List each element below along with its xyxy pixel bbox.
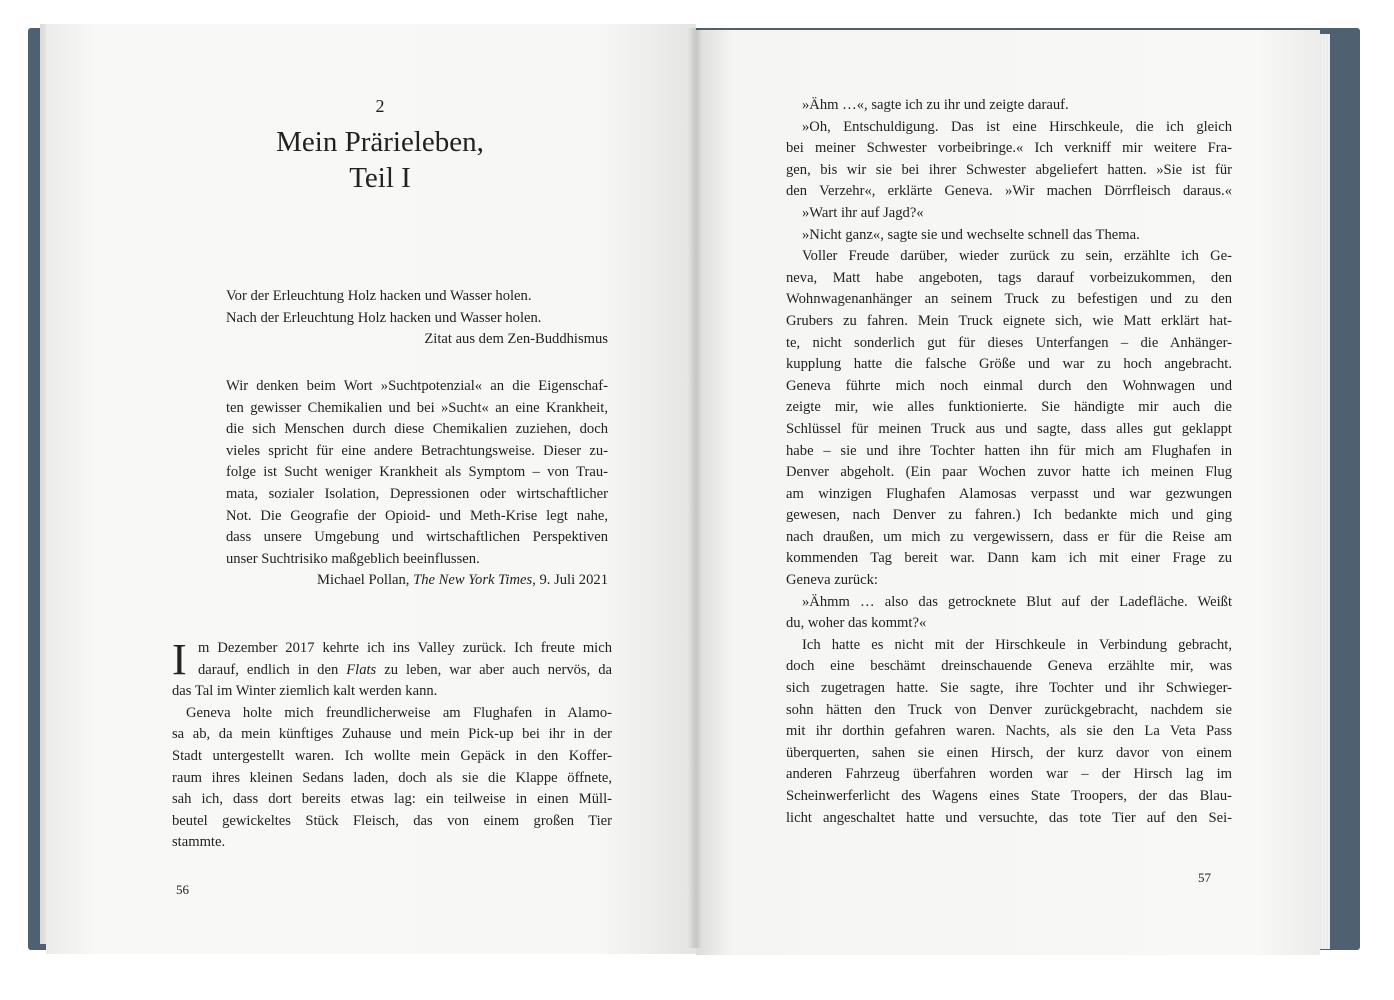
chapter-title-line: Teil I: [349, 162, 411, 194]
body-line: »Oh, Entschuldigung. Das ist eine Hirschkeule, die ich gleich: [802, 118, 1232, 135]
body-line: Schlüssel für meinen Truck aus und sagte, dass alles gut geklappt: [786, 420, 1232, 437]
body-line: neva, Matt habe angeboten, tags darauf vorbeizukommen, den: [786, 269, 1232, 286]
body-line: [172, 660, 612, 682]
body-line: sohn hätten den Truck von Denver zurückgebracht, nachdem sie: [786, 701, 1232, 718]
epigraph-line: Wir denken beim Wort »Suchtpotenzial« an die Eigenschaf-: [226, 378, 608, 394]
epigraph-line: die sich Menschen durch diese Chemikalien zuziehen, doch: [226, 421, 608, 438]
source-date: , 9. Juli 2021: [532, 572, 608, 589]
body-line: »Ähm …«, sagte ich zu ihr und zeigte darauf.: [802, 97, 1069, 113]
body-line: Voller Freude darüber, wieder zurück zu sein, erzählte ich Ge-: [802, 248, 1232, 265]
book-gutter: [688, 28, 702, 948]
chapter-title: [170, 124, 590, 196]
body-line: Geneva führte mich noch einmal durch den Wohnwagen und: [786, 377, 1232, 394]
body-line: sa ab, da mein künftiges Zuhause und mein Pick-up bei ihr in der: [172, 726, 612, 743]
body-line: Grubers zu fahren. Mein Truck eignete sich, wie Matt erklärt hat-: [786, 312, 1232, 329]
body-line: sah ich, dass dort bereits etwas lag: ein teilweise in einen Müll-: [172, 791, 612, 808]
body-line: anderen Fahrzeug überfahren worden war – der Hirsch lag im: [786, 766, 1232, 783]
chapter-title-line: Mein Prärieleben,: [276, 126, 484, 158]
body-line: nach draußen, um mich zu vergewissern, dass er für die Reise am: [786, 528, 1232, 545]
epigraph-zen: [226, 286, 608, 351]
body-line: sich zugetragen hatte. Sie sagte, ihre Tochter und ihr Schwieger-: [786, 680, 1232, 697]
drop-cap: I: [172, 635, 187, 684]
body-line: Wohnwagenanhänger an seinem Truck zu befestigen und zu den: [786, 291, 1232, 308]
body-line: gen, bis wir sie bei ihrer Schwester abgeliefert hatten. »Sie ist für: [786, 161, 1232, 178]
epigraph-line: unser Suchtrisiko maßgeblich beeinflussen.: [226, 550, 480, 567]
right-body-text: [786, 95, 1232, 829]
source-author: Michael Pollan,: [317, 572, 414, 589]
body-line: te, nicht sonderlich gut für dieses Unterfangen – die Anhänger-: [786, 334, 1232, 351]
page-number-left: 56: [176, 882, 189, 897]
body-line: überquerten, sahen sie einen Hirsch, der kurz davor von einem: [786, 744, 1232, 761]
body-line: »Wart ihr auf Jagd?«: [802, 204, 924, 221]
epigraph-source: Zitat aus dem Zen-Buddhismus: [424, 331, 608, 348]
opening-paragraph: [172, 635, 613, 703]
body-line: licht angeschaltet hatte und versuchte, das tote Tier auf den Sei-: [786, 809, 1232, 826]
body-line: du, woher das kommt?«: [786, 615, 927, 632]
body-line: raum ihres kleinen Sedans laden, doch als sie die Klappe öffnete,: [172, 769, 612, 786]
body-line: »Ähmm … also das getrocknete Blut auf der Ladefläche. Weißt: [802, 593, 1232, 610]
epigraph-line: folge ist Sucht weniger Krankheit als Symptom – von Trau-: [226, 464, 608, 481]
body-line: Denver abgeholt. (Ein paar Wochen zuvor hatte ich meinen Flug: [786, 464, 1232, 481]
body-line: stammte.: [172, 834, 226, 851]
body-line: zeigte mir, wie alles funktionierte. Sie händigte mir auch die: [786, 399, 1232, 416]
epigraph-source: [226, 570, 608, 592]
epigraph-line: Vor der Erleuchtung Holz hacken und Wasser holen.: [226, 288, 532, 304]
body-line: habe – sie und ihre Tochter hatten ihn für mich am Flughafen in: [786, 442, 1232, 459]
epigraph-line: dass unsere Umgebung und wirtschaftlichen Perspektiven: [226, 529, 608, 546]
epigraph-pollan: [226, 376, 608, 592]
body-line: bei meiner Schwester vorbeibringe.« Ich verkniff mir weitere Fra-: [786, 140, 1232, 157]
body-line: »Nicht ganz«, sagte sie und wechselte schnell das Thema.: [802, 226, 1140, 243]
left-body-text: [172, 635, 613, 854]
body-line: Geneva zurück:: [786, 572, 878, 589]
epigraph-line: ten gewisser Chemikalien und bei »Sucht« an eine Krankheit,: [226, 399, 608, 416]
body-line: Geneva holte mich freundlicherweise am Flughafen in Alamo-: [186, 704, 612, 721]
body-line: doch eine beschämt dreinschauende Geneva erzählte mir, was: [786, 658, 1232, 675]
body-line: gewesen, nach Denver zu fahren.) Ich bedankte mich und ging: [786, 507, 1232, 524]
epigraph-line: Nach der Erleuchtung Holz hacken und Wasser holen.: [226, 309, 542, 326]
line-text: darauf, endlich in den: [198, 661, 347, 678]
body-line: Stadt untergestellt waren. Ich wollte mein Gepäck in den Koffer-: [172, 747, 612, 764]
body-line: mit ihr dorthin gefahren waren. Nachts, als sie den La Veta Pass: [786, 723, 1232, 740]
body-line: das Tal im Winter ziemlich kalt werden kann.: [172, 683, 438, 700]
body-line: beutel gewickeltes Stück Fleisch, das von einem großen Tier: [172, 812, 612, 829]
italic-word: Flats: [346, 661, 377, 678]
body-line: kupplung hatte die falsche Größe und war zu hoch angebracht.: [786, 356, 1232, 373]
line-text: zu leben, war aber auch nervös, da: [376, 661, 613, 678]
body-line: kommenden Tag bereit war. Dann kam ich mit einer Frage zu: [786, 550, 1232, 567]
page-number-right: 57: [1198, 870, 1211, 885]
epigraph-line: mata, sozialer Isolation, Depressionen oder wirtschaftlicher: [226, 485, 608, 502]
body-line: am winzigen Flughafen Alamosas verpasst und war gezwungen: [786, 485, 1232, 502]
body-line: Scheinwerferlicht des Wagens eines State Troopers, der das Blau-: [786, 788, 1232, 804]
body-line: Ich hatte es nicht mit der Hirschkeule in Verbindung gebracht,: [802, 636, 1232, 653]
epigraph-line: Not. Die Geografie der Opioid- und Meth-Krise legt nahe,: [226, 507, 608, 524]
epigraph-line: vieles spricht für eine andere Betrachtungsweise. Dieser zu-: [226, 442, 608, 459]
source-work: The New York Times: [413, 572, 533, 589]
chapter-number: 2: [375, 96, 385, 116]
body-line: m Dezember 2017 kehrte ich ins Valley zurück. Ich freute mich: [198, 640, 612, 656]
body-line: den Verzehr«, erklärte Geneva. »Wir machen Dörrfleisch daraus.«: [786, 183, 1232, 200]
